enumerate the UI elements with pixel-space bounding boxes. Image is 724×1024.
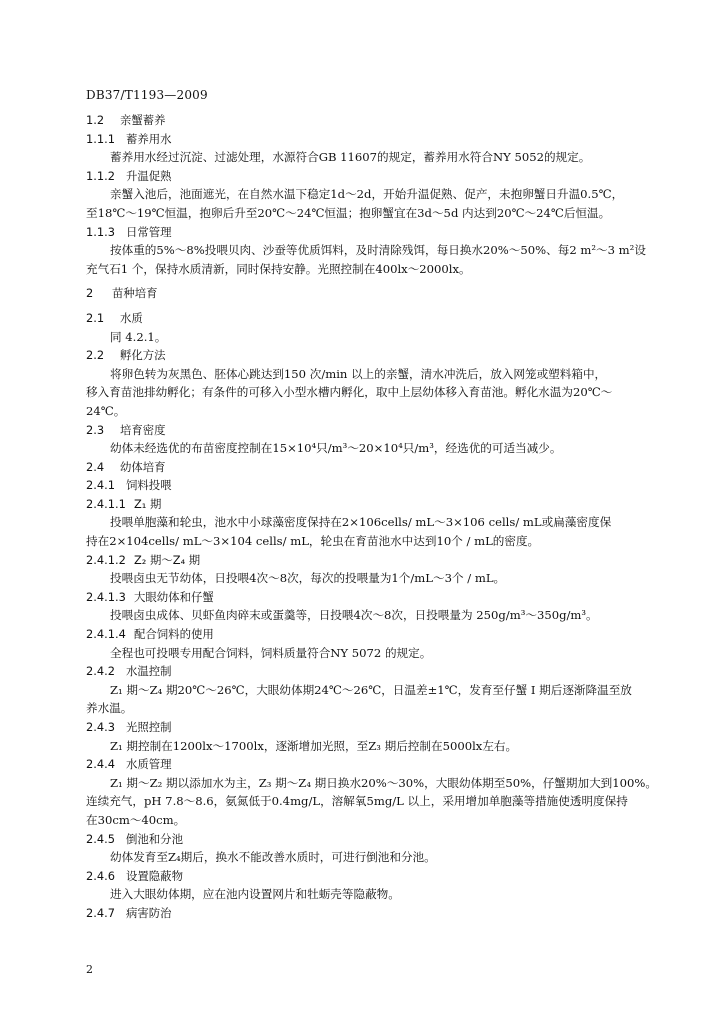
document-body	[86, 111, 658, 923]
section-heading	[86, 495, 658, 514]
section-number: 2.3	[86, 422, 105, 437]
section-number: 2.4.6	[86, 868, 115, 883]
paragraph-line: 投喂卤虫无节幼体，日投喂4次～8次，每次的投喂量为1个/mL～3个 / mL。	[110, 571, 506, 586]
section-title: 幼体培育	[120, 459, 166, 474]
section-heading	[86, 830, 658, 849]
section-heading	[86, 476, 658, 495]
paragraph-line: 按体重的5%～8%投喂贝肉、沙蚕等优质饵料，及时清除残饵，每日换水20%～50%、每2 m²～3 m²设	[110, 243, 646, 258]
section-heading	[86, 167, 658, 186]
section-title: Z₁ 期	[134, 496, 162, 511]
section-title: 升温促熟	[126, 168, 172, 183]
section-title: 光照控制	[126, 720, 172, 734]
section-title: 孵化方法	[120, 348, 166, 363]
paragraph-line: 充气石1 个，保持水质清新，同时保持安静。光照控制在400lx～2000lx。	[86, 261, 471, 276]
section-heading	[86, 223, 658, 242]
paragraph-line: 持在2×104cells/ mL～3×104 cells/ mL，轮虫在育苗池水中达到10个 / mL的密度。	[86, 534, 540, 549]
page-number: 2	[86, 963, 93, 976]
section-heading	[86, 551, 658, 570]
section-title: 蓄养用水	[126, 131, 172, 146]
section-number: 2.4.2	[86, 664, 115, 679]
paragraph-line: 24℃。	[86, 403, 126, 418]
section-number: 2.4.1.1	[86, 496, 126, 511]
paragraph-line: Z₁ 期～Z₄ 期20℃～26℃，大眼幼体期24℃～26℃，日温差±1℃，发育至仔蟹 I 期后逐渐降温至放	[110, 682, 632, 697]
section-number: 2.4.1.2	[86, 552, 126, 567]
section-number: 2.4.7	[86, 905, 115, 920]
paragraph-line: 进入大眼幼体期，应在池内设置网片和牡蛎壳等隐蔽物。	[110, 887, 400, 902]
paragraph-line: 将卵色转为灰黑色、胚体心跳达到150 次/min 以上的亲蟹，清水冲洗后，放入网笼或塑料箱中，	[110, 366, 607, 381]
section-number: 2.4	[86, 459, 105, 474]
section-number: 2.4.5	[86, 831, 115, 846]
section-heading	[86, 625, 658, 644]
section-title: 水质	[120, 310, 143, 325]
section-number: 1.1.1	[86, 131, 115, 146]
section-number: 2.4.3	[86, 720, 115, 734]
section-title: 培育密度	[120, 422, 166, 437]
section-heading	[86, 588, 658, 607]
section-heading	[86, 130, 658, 149]
section-title: 倒池和分池	[126, 831, 183, 846]
section-heading	[86, 662, 658, 681]
section-heading	[86, 755, 658, 774]
paragraph-line: 养水温。	[86, 701, 133, 716]
paragraph-line: 幼体未经选优的布苗密度控制在15×10⁴只/m³～20×10⁴只/m³，经选优的可适当减少。	[110, 441, 562, 456]
section-title: 日常管理	[126, 224, 172, 239]
section-title: 病害防治	[126, 905, 172, 920]
section-number: 1.2	[86, 113, 105, 127]
section-number: 2.4.4	[86, 757, 115, 772]
section-title: 苗种培育	[112, 286, 158, 301]
paragraph-line: 在30cm～40cm。	[86, 812, 186, 827]
section-number: 2.4.1.4	[86, 627, 126, 642]
section-title: 饲料投喂	[126, 478, 172, 493]
section-title: 亲蟹蓄养	[120, 113, 166, 127]
paragraph-line: 至18℃～19℃恒温，抱卵后升至20℃～24℃恒温；抱卵蟹宜在3d～5d 内达到20℃～24℃后恒温。	[86, 205, 611, 220]
section-title: 配合饲料的使用	[134, 627, 214, 642]
standard-code: DB37/T1193—2009	[86, 88, 208, 102]
paragraph-line: 亲蟹入池后，池面遮光，在自然水温下稳定1d～2d，开始升温促熟、促产，未抱卵蟹日升温0.5℃，	[110, 187, 624, 202]
paragraph-line: 全程也可投喂专用配合饲料，饲料质量符合NY 5072 的规定。	[110, 645, 432, 660]
section-heading	[86, 458, 658, 477]
paragraph-line: 连续充气，pH 7.8～8.6，氨氮低于0.4mg/L，溶解氧5mg/L 以上，采用增加单胞藻等措施使透明度保持	[86, 794, 628, 809]
section-title: 水温控制	[126, 664, 172, 679]
section-heading	[86, 346, 658, 365]
paragraph-line: 投喂单胞藻和轮虫，池水中小球藻密度保持在2×106cells/ mL～3×106 cells/ mL或扁藻密度保	[110, 515, 612, 530]
paragraph-line: 同 4.2.1。	[110, 329, 167, 344]
section-heading	[86, 284, 658, 303]
section-heading	[86, 111, 658, 130]
section-heading	[86, 309, 658, 328]
section-heading	[86, 867, 658, 886]
section-number: 2.2	[86, 348, 105, 363]
paragraph-line: Z₁ 期～Z₂ 期以添加水为主，Z₃ 期～Z₄ 期日换水20%～30%，大眼幼体期至50%，仔蟹期加大到100%。	[110, 775, 658, 790]
section-title: 设置隐蔽物	[126, 868, 183, 883]
section-number: 2.1	[86, 310, 105, 325]
section-heading	[86, 421, 658, 440]
section-title: Z₂ 期～Z₄ 期	[134, 552, 201, 567]
section-heading	[86, 718, 658, 737]
section-number: 2.4.1.3	[86, 589, 126, 604]
section-number: 1.1.3	[86, 224, 115, 239]
section-title: 大眼幼体和仔蟹	[134, 589, 214, 604]
paragraph-line: 蓄养用水经过沉淀、过滤处理，水源符合GB 11607的规定，蓄养用水符合NY 5052的规定。	[110, 150, 591, 165]
section-heading	[86, 904, 658, 923]
section-number: 2.4.1	[86, 478, 115, 493]
section-number: 2	[86, 286, 94, 301]
paragraph-line: 幼体发育至Z₄期后，换水不能改善水质时，可进行倒池和分池。	[110, 850, 436, 865]
section-number: 1.1.2	[86, 168, 115, 183]
paragraph-line: Z₁ 期控制在1200lx～1700lx，逐渐增加光照，至Z₃ 期后控制在5000lx左右。	[110, 738, 518, 753]
paragraph-line: 移入育苗池排幼孵化；有条件的可移入小型水槽内孵化，取中上层幼体移入育苗池。孵化水温为20℃～	[86, 385, 613, 400]
paragraph-line: 投喂卤虫成体、贝虾鱼肉碎末或蛋羹等，日投喂4次～8次，日投喂量为 250g/m³～350g/m³。	[110, 608, 598, 623]
section-title: 水质管理	[126, 757, 172, 772]
